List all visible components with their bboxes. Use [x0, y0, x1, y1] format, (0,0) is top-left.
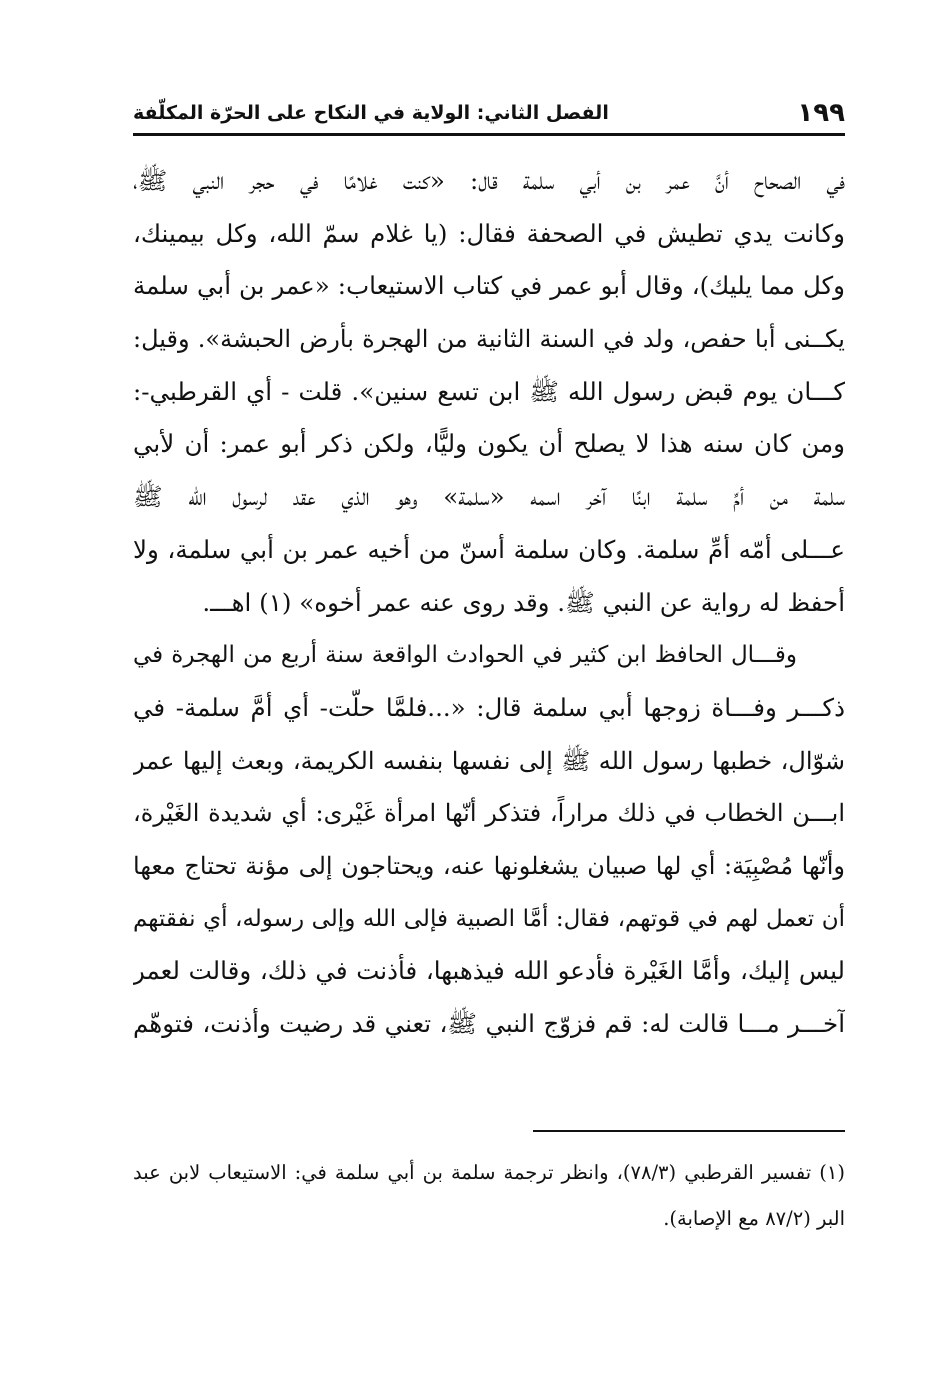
- body-line: كـــان يوم قبض رسول الله ﷺ ابن تسع سنين». قلت - أي القرطبي-:: [133, 376, 845, 406]
- body-line: شوّال، خطبها رسول الله ﷺ إلى نفسها بنفسه الكريمة، وبعث إليها عمر: [133, 746, 845, 775]
- body-line: أن تعمل لهم في قوتهم، فقال: أمَّا الصبية فإلى الله وإلى رسوله، أي نفقتهم: [133, 905, 845, 932]
- body-text: [133, 155, 845, 1051]
- chapter-title: الفصل الثاني: الولاية في النكاح على الحرّة المكلّفة: [133, 102, 609, 124]
- body-line: وكانت يدي تطيش في الصحفة فقال: (يا غلام سمّ الله، وكل بيمينك،: [133, 218, 845, 248]
- body-line: سلمة من أمِّ سلمة ابنًا آخر اسمه «سلمة» وهو الذي عقد لرسول الله ﷺ: [133, 482, 845, 512]
- body-line: آخـــر مـــا قالت له: قم فزوّج النبي ﷺ، تعني قد رضيت وأذنت، فتوهّم: [133, 1009, 845, 1038]
- footnote-line: (١) تفسير القرطبي (٧٨/٣)، وانظر ترجمة سلمة بن أبي سلمة في: الاستيعاب لابن عبد: [133, 1161, 845, 1184]
- page-number: ١٩٩: [797, 98, 845, 128]
- body-line: عـــلى أمّه أمِّ سلمة. وكان سلمة أسنّ من أخيه عمر بن أبي سلمة، ولا: [133, 534, 845, 564]
- body-line: يكــنى أبا حفص، ولد في السنة الثانية من الهجرة بأرض الحبشة». وقيل:: [133, 325, 845, 354]
- footnote-separator: [533, 1130, 845, 1132]
- header-rule: [133, 133, 845, 136]
- body-line: وكل مما يليك)، وقال أبو عمر في كتاب الاستيعاب: «عمر بن أبي سلمة: [133, 271, 845, 301]
- body-line: ابـــن الخطاب في ذلك مراراً، فتذكر أنّها امرأة غَيْرى: أي شديدة الغَيْرة،: [133, 799, 845, 828]
- body-line: في الصحاح أنَّ عمر بن أبي سلمة قال: «كنت غلامًا في حجر النبي ﷺ،: [133, 166, 845, 195]
- body-line: ومن كان سنه هذا لا يصلح أن يكون وليًّا، ولكن ذكر أبو عمر: أن لأبي: [133, 429, 845, 459]
- running-header: [133, 96, 845, 136]
- body-line: وقـــال الحافظ ابن كثير في الحوادث الواقعة سنة أربع من الهجرة في: [133, 642, 797, 669]
- body-line: وأنّها مُصْبِيَة: أي لها صبيان يشغلونها عنه، ويحتاجون إلى مؤنة تحتاج معها: [133, 851, 845, 880]
- footnote-line: البر (٨٧/٢ مع الإصابة).: [663, 1207, 845, 1230]
- body-line: أحفظ له رواية عن النبي ﷺ. وقد روى عنه عمر أخوه» (١) اهـــ.: [202, 587, 845, 617]
- body-line: ليس إليك، وأمَّا الغَيْرة فأدعو الله فيذهبها، فأذنت في ذلك، وقالت لعمر: [133, 956, 845, 986]
- footnote: [133, 1150, 845, 1242]
- body-line: ذكـــر وفـــاة زوجها أبي سلمة قال: «...فلمَّا حلّت- أي أمَّ سلمة- في: [133, 692, 845, 722]
